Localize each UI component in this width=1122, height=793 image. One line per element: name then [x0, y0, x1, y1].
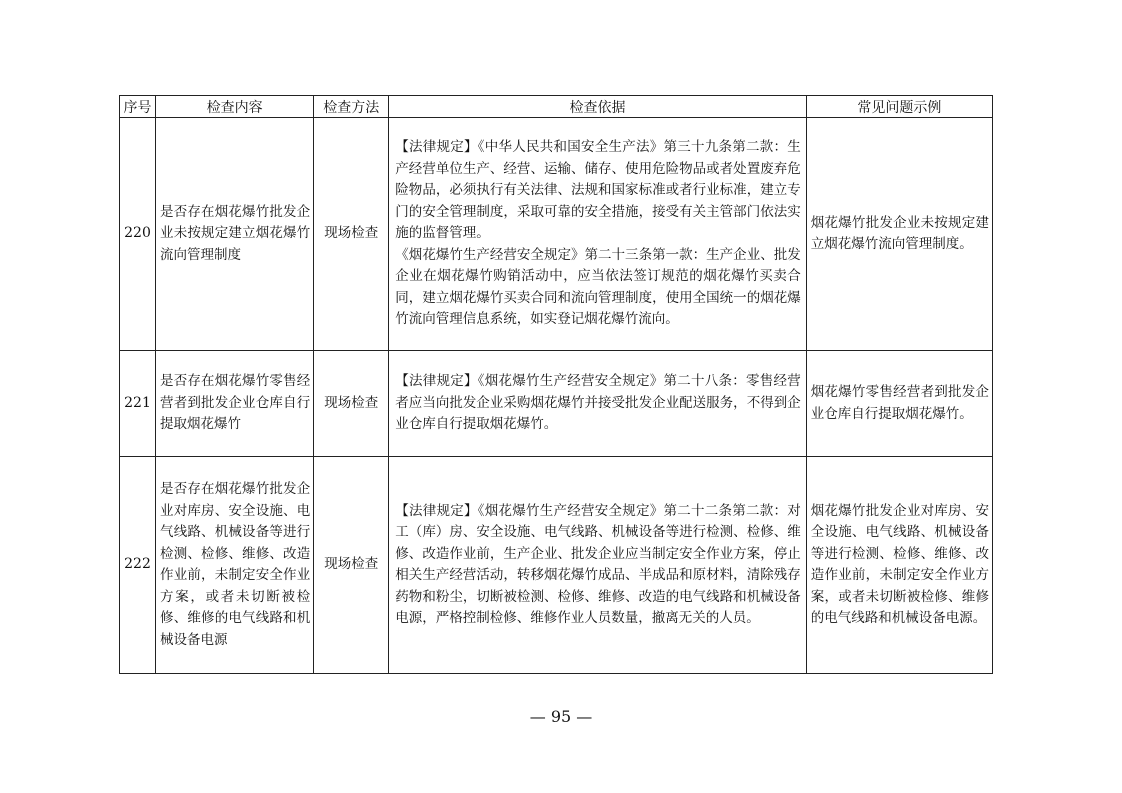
row-seq: 220	[120, 118, 156, 351]
row-issue: 烟花爆竹零售经营者到批发企业仓库自行提取烟花爆竹。	[806, 351, 992, 457]
row-seq: 221	[120, 351, 156, 457]
basis-paragraph: 【法律规定】《中华人民共和国安全生产法》第三十九条第二款：生产经营单位生产、经营、运输、储存、使用危险物品或者处置废弃危险物品，必须执行有关法律、法规和国家标准或者行业标准，建立专门的安全管理制度，采取可靠的安全措施，接受有关主管部门依法实施的监督管理。	[395, 139, 801, 242]
header-basis: 检查依据	[389, 96, 806, 118]
row-basis	[389, 118, 806, 351]
row-content: 是否存在烟花爆竹批发企业对库房、安全设施、电气线路、机械设备等进行检测、检修、维修、改造作业前，未制定安全作业方案，或者未切断被检修、维修的电气线路和机械设备电源	[156, 457, 314, 674]
basis-paragraph: 【法律规定】《烟花爆竹生产经营安全规定》第二十八条：零售经营者应当向批发企业采购烟花爆竹并接受批发企业配送服务，不得到企业仓库自行提取烟花爆竹。	[395, 373, 801, 433]
header-content: 检查内容	[156, 96, 314, 118]
table-row	[120, 351, 993, 457]
basis-paragraph: 《烟花爆竹生产经营安全规定》第二十三条第一款：生产企业、批发企业在烟花爆竹购销活动中，应当依法签订规范的烟花爆竹买卖合同，建立烟花爆竹买卖合同和流向管理制度，使用全国统一的烟花爆竹流向管理信息系统，如实登记烟花爆竹流向。	[395, 246, 801, 328]
header-seq: 序号	[120, 96, 156, 118]
table-row	[120, 457, 993, 674]
row-method: 现场检查	[314, 457, 389, 674]
row-issue: 烟花爆竹批发企业未按规定建立烟花爆竹流向管理制度。	[806, 118, 992, 351]
row-method: 现场检查	[314, 118, 389, 351]
row-content: 是否存在烟花爆竹零售经营者到批发企业仓库自行提取烟花爆竹	[156, 351, 314, 457]
row-issue: 烟花爆竹批发企业对库房、安全设施、电气线路、机械设备等进行检测、检修、维修、改造作业前，未制定安全作业方案，或者未切断被检修、维修的电气线路和机械设备电源。	[806, 457, 992, 674]
header-row	[120, 96, 993, 118]
row-seq: 222	[120, 457, 156, 674]
table-body	[120, 118, 993, 674]
page-number: — 95 —	[529, 707, 593, 726]
row-basis	[389, 351, 806, 457]
header-method: 检查方法	[314, 96, 389, 118]
header-issues: 常见问题示例	[806, 96, 992, 118]
basis-paragraph: 【法律规定】《烟花爆竹生产经营安全规定》第二十二条第二款：对工（库）房、安全设施、电气线路、机械设备等进行检测、检修、维修、改造作业前，生产企业、批发企业应当制定安全作业方案，停止相关生产经营活动，转移烟花爆竹成品、半成品和原材料，清除残存药物和粉尘，切断被检测、检修、维修、改造的电气线路和机械设备电源，严格控制检修、维修作业人员数量，撤离无关的人员。	[395, 502, 801, 626]
table-row	[120, 118, 993, 351]
inspection-table	[119, 95, 993, 674]
row-basis	[389, 457, 806, 674]
row-method: 现场检查	[314, 351, 389, 457]
table-header	[120, 96, 993, 118]
row-content: 是否存在烟花爆竹批发企业未按规定建立烟花爆竹流向管理制度	[156, 118, 314, 351]
